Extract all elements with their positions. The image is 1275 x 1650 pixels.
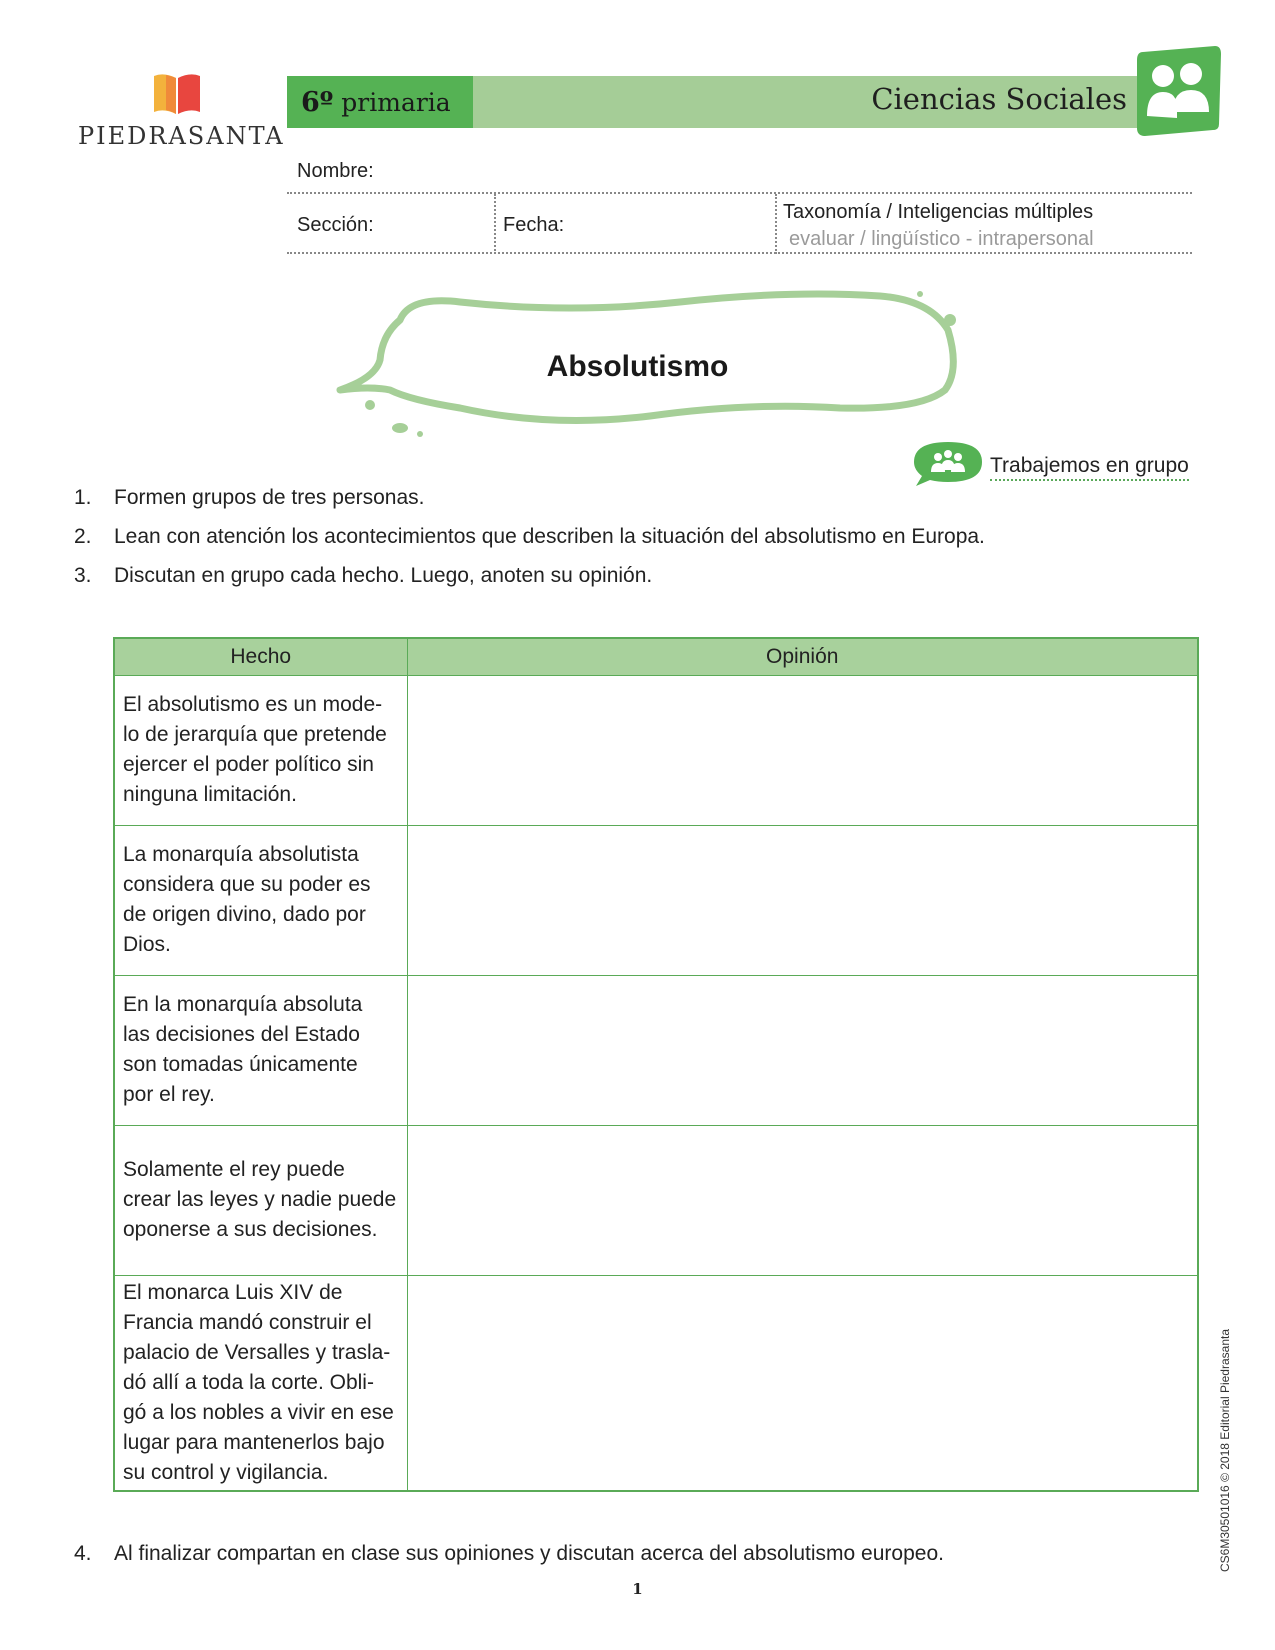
hecho-line: de origen divino, dado por: [123, 903, 366, 926]
opinion-cell[interactable]: [407, 975, 1198, 1125]
book-logo-icon: [152, 72, 202, 116]
opinion-cell[interactable]: [407, 1125, 1198, 1275]
hecho-line: Solamente el rey puede: [123, 1158, 345, 1181]
hecho-cell: [114, 1275, 407, 1491]
nombre-field[interactable]: [287, 148, 1192, 194]
opinion-cell[interactable]: [407, 675, 1198, 825]
piedrasanta-logo: [78, 70, 285, 150]
table-row: [114, 825, 1198, 975]
hecho-line: las decisiones del Estado: [123, 1023, 360, 1046]
facts-opinion-table: [113, 637, 1199, 1492]
instruction-item: [74, 525, 985, 549]
grade-number: 6º: [301, 86, 334, 118]
hecho-line: su control y vigilancia.: [123, 1460, 329, 1484]
hecho-line: ejercer el poder político sin: [123, 753, 374, 776]
column-header-hecho: Hecho: [114, 638, 407, 675]
hecho-line: lo de jerarquía que pretende: [123, 723, 387, 746]
table-row: [114, 675, 1198, 825]
instruction-number: 4.: [74, 1542, 92, 1565]
instruction-number: 2.: [74, 525, 92, 548]
table-row: [114, 1125, 1198, 1275]
group-activity-icon: [912, 440, 984, 488]
instruction-number: 3.: [74, 564, 92, 587]
taxonomy-title: Taxonomía / Inteligencias múltiples: [783, 201, 1094, 223]
instruction-text: Al finalizar compartan en clase sus opiniones y discutan acerca del absolutismo europeo.: [114, 1542, 944, 1565]
instruction-text: Lean con atención los acontecimientos que describen la situación del absolutismo en Europa.: [114, 525, 985, 548]
instruction-text: Discutan en grupo cada hecho. Luego, anoten su opinión.: [114, 564, 653, 587]
instruction-item: [74, 486, 425, 510]
instruction-item: [74, 564, 652, 588]
opinion-cell[interactable]: [407, 825, 1198, 975]
hecho-line: Dios.: [123, 933, 171, 956]
hecho-line: son tomadas únicamente: [123, 1053, 358, 1076]
instruction-item: [74, 1542, 944, 1566]
brand-name: PIEDRASANTA: [78, 122, 285, 150]
hecho-line: palacio de Versalles y trasla-: [123, 1340, 391, 1364]
group-people-icon: [1133, 46, 1221, 142]
grade-box: [287, 76, 473, 128]
taxonomy-values: evaluar / lingüístico - intrapersonal: [789, 228, 1094, 250]
hecho-line: gó a los nobles a vivir en ese: [123, 1400, 394, 1424]
hecho-line: lugar para mantenerlos bajo: [123, 1430, 385, 1454]
hecho-cell: [114, 675, 407, 825]
divider: [775, 194, 777, 254]
instruction-text: Formen grupos de tres personas.: [114, 486, 425, 509]
instruction-number: 1.: [74, 486, 92, 509]
hecho-line: En la monarquía absoluta: [123, 993, 363, 1016]
opinion-cell[interactable]: [407, 1275, 1198, 1491]
hecho-cell: [114, 1125, 407, 1275]
seccion-label: Sección:: [297, 214, 374, 236]
hecho-cell: [114, 825, 407, 975]
copyright-note: CS6M30501016 © 2018 Editorial Piedrasanta: [1218, 1329, 1232, 1572]
divider: [494, 194, 496, 254]
hecho-line: por el rey.: [123, 1083, 215, 1106]
hecho-line: Francia mandó construir el: [123, 1310, 372, 1334]
worksheet-title: Absolutismo: [546, 350, 729, 383]
fecha-label: Fecha:: [503, 214, 565, 236]
hecho-cell: [114, 975, 407, 1125]
hecho-line: La monarquía absolutista: [123, 843, 359, 866]
hecho-line: ninguna limitación.: [123, 783, 297, 806]
hecho-line: El monarca Luis XIV de: [123, 1280, 343, 1304]
subject-title: Ciencias Sociales: [871, 82, 1127, 116]
column-header-opinion: Opinión: [407, 638, 1198, 675]
page-number: 1: [632, 1580, 643, 1598]
hecho-line: considera que su poder es: [123, 873, 371, 896]
table-row: [114, 1275, 1198, 1491]
table-row: [114, 975, 1198, 1125]
hecho-line: crear las leyes y nadie puede: [123, 1188, 397, 1211]
grade-level: primaria: [341, 87, 451, 117]
group-activity-text: Trabajemos en grupo: [990, 454, 1189, 481]
hecho-line: El absolutismo es un mode-: [123, 693, 383, 716]
hecho-line: oponerse a sus decisiones.: [123, 1218, 378, 1241]
hecho-line: dó allí a toda la corte. Obli-: [123, 1370, 374, 1394]
nombre-label: Nombre:: [297, 160, 374, 182]
group-activity-label: [912, 440, 1197, 490]
